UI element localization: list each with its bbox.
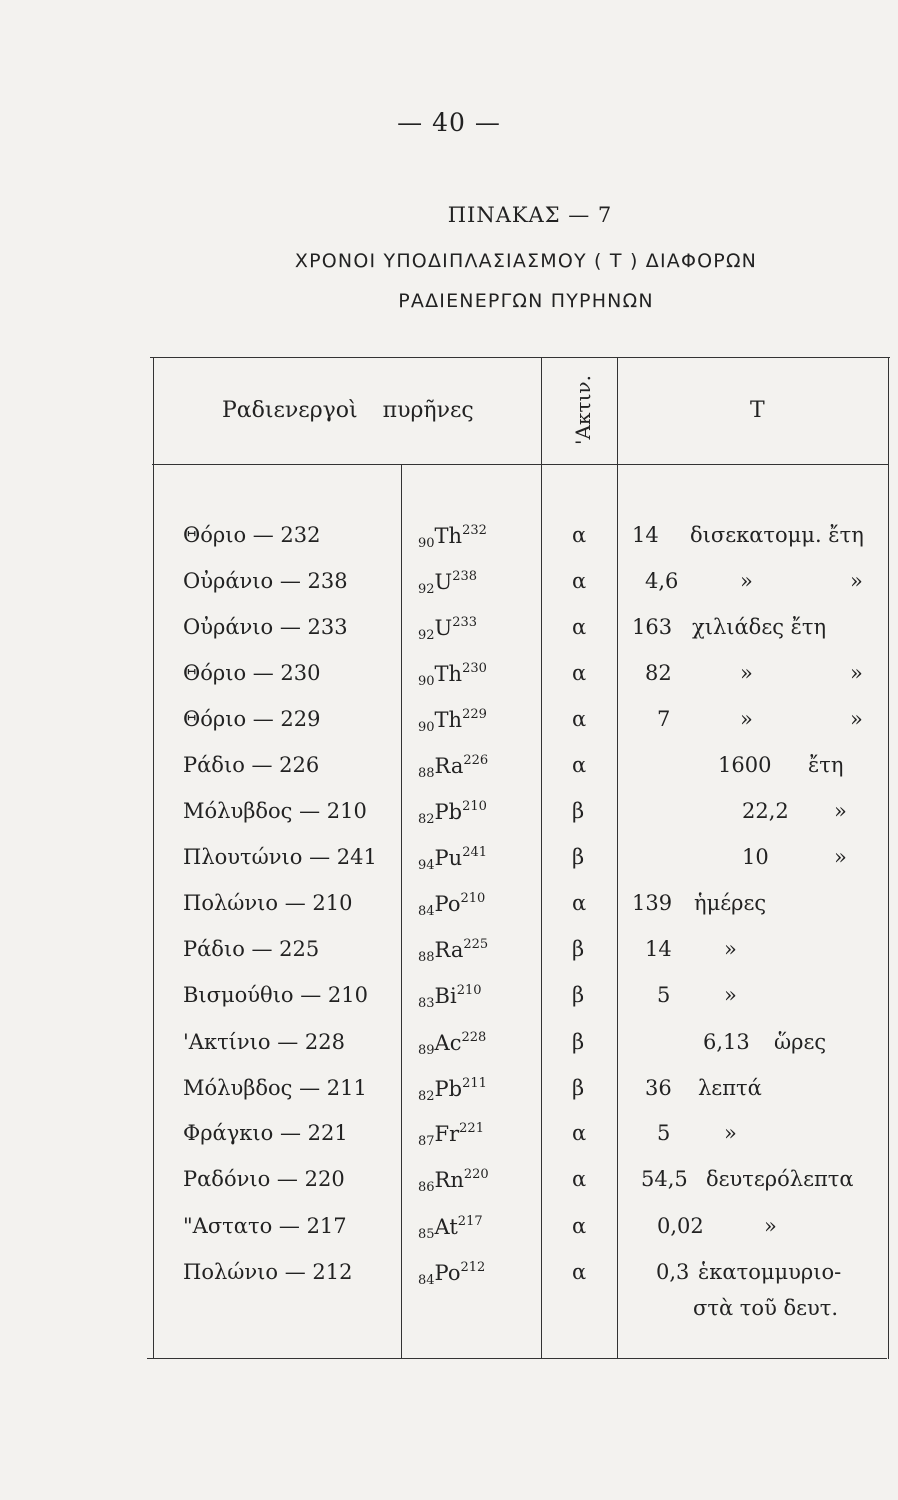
element-symbol: Th — [434, 662, 463, 686]
table-row — [0, 845, 898, 885]
atomic-number: 88 — [418, 950, 435, 965]
atomic-number: 88 — [418, 766, 435, 781]
mass-number: 221 — [459, 1121, 484, 1136]
atomic-number: 82 — [418, 812, 435, 827]
header-nuclei: Ραδιενεργοὶ πυρῆνες — [222, 398, 474, 423]
half-life-value: 14 — [632, 523, 659, 547]
mass-number: 228 — [461, 1030, 487, 1045]
mass-number: 210 — [456, 983, 482, 998]
atomic-number: 90 — [418, 720, 435, 735]
half-life-value: 4,6 — [645, 569, 679, 593]
half-life-ditto: » — [850, 661, 863, 685]
element-symbol: At — [434, 1215, 458, 1239]
half-life-value: 0,02 — [657, 1214, 704, 1238]
table-row — [0, 937, 898, 977]
mass-number: 226 — [463, 753, 489, 768]
nuclide-symbol — [418, 1260, 485, 1288]
mass-number: 217 — [457, 1214, 483, 1229]
decay-type: β — [572, 937, 585, 961]
mass-number: 232 — [462, 523, 487, 538]
atomic-number: 83 — [418, 996, 435, 1011]
decay-type: α — [572, 1167, 587, 1191]
table-row — [0, 707, 898, 747]
nuclide-symbol — [418, 937, 488, 965]
table-caption-line2: ΡΑΔΙΕΝΕΡΓΩΝ ΠΥΡΗΝΩΝ — [398, 290, 654, 312]
half-life-unit: » — [834, 845, 847, 869]
half-life-unit: » — [740, 661, 753, 685]
nuclide-symbol — [418, 707, 487, 735]
header-radiation: 'Ακτιν. — [571, 375, 595, 445]
half-life-value: 0,3 — [656, 1260, 690, 1284]
nucleus-name: Πλουτώνιο — 241 — [183, 845, 377, 869]
half-life-value: 163 — [632, 615, 673, 639]
half-life-value: 6,13 — [703, 1030, 750, 1054]
nucleus-name: Οὐράνιο — 233 — [183, 615, 348, 639]
nucleus-name: Ράδιο — 226 — [183, 753, 320, 777]
nuclide-symbol — [418, 753, 488, 781]
element-symbol: Pu — [434, 846, 463, 870]
element-symbol: Ra — [434, 938, 464, 962]
nucleus-name: Μόλυβδος — 210 — [183, 799, 367, 823]
nuclide-symbol — [418, 523, 487, 551]
nuclide-symbol — [418, 661, 487, 689]
atomic-number: 86 — [418, 1180, 435, 1195]
nuclide-symbol — [418, 569, 477, 597]
table-header-divider — [152, 464, 888, 465]
table-row — [0, 1214, 898, 1254]
half-life-unit: » — [740, 569, 753, 593]
half-life-value: 10 — [742, 845, 769, 869]
half-life-value: 5 — [657, 1121, 671, 1145]
half-life-unit: δευτερόλεπτα — [706, 1167, 854, 1191]
atomic-number: 92 — [418, 582, 435, 597]
nuclide-symbol — [418, 1030, 486, 1058]
decay-type: β — [572, 1030, 585, 1054]
half-life-unit: » — [724, 937, 737, 961]
atomic-number: 90 — [418, 674, 435, 689]
atomic-number: 92 — [418, 628, 435, 643]
header-half-life: Τ — [750, 398, 765, 423]
table-row — [0, 661, 898, 701]
nucleus-name: Θόριο — 230 — [183, 661, 321, 685]
nucleus-name: Ράδιο — 225 — [183, 937, 320, 961]
half-life-unit: λεπτά — [698, 1076, 762, 1100]
half-life-unit: » — [740, 707, 753, 731]
half-life-ditto: » — [850, 569, 863, 593]
half-life-unit: ἡμέρες — [694, 891, 767, 915]
decay-type: α — [572, 1260, 587, 1284]
half-life-unit: » — [834, 799, 847, 823]
element-symbol: U — [434, 570, 453, 594]
half-life-value: 22,2 — [742, 799, 789, 823]
page-number: — 40 — — [397, 108, 501, 137]
element-symbol: Po — [434, 1261, 461, 1285]
nucleus-name: Ραδόνιο — 220 — [183, 1167, 345, 1191]
table-row — [0, 1121, 898, 1161]
element-symbol: Rn — [434, 1168, 464, 1192]
nuclide-symbol — [418, 845, 487, 873]
half-life-unit: χιλιάδες ἔτη — [692, 615, 827, 639]
decay-type: α — [572, 1214, 587, 1238]
element-symbol: Pb — [434, 800, 463, 824]
half-life-value: 82 — [645, 661, 672, 685]
half-life-value: 7 — [657, 707, 671, 731]
half-life-unit: » — [724, 1121, 737, 1145]
half-life-value: 54,5 — [641, 1167, 688, 1191]
decay-type: α — [572, 1121, 587, 1145]
table-row — [0, 753, 898, 793]
atomic-number: 84 — [418, 904, 435, 919]
nuclide-symbol — [418, 1121, 484, 1149]
element-symbol: Th — [434, 708, 463, 732]
decay-type: β — [572, 983, 585, 1007]
table-row — [0, 569, 898, 609]
table-top-border — [150, 357, 890, 358]
mass-number: 233 — [452, 615, 478, 630]
table-label: ΠΙΝΑΚΑΣ — 7 — [447, 203, 613, 227]
nucleus-name: 'Ακτίνιο — 228 — [183, 1030, 345, 1054]
atomic-number: 85 — [418, 1227, 435, 1242]
table-row — [0, 1260, 898, 1320]
decay-type: α — [572, 891, 587, 915]
nuclide-symbol — [418, 615, 477, 643]
nucleus-name: Βισμούθιο — 210 — [183, 983, 369, 1007]
table-caption-line1: ΧΡΟΝΟΙ ΥΠΟΔΙΠΛΑΣΙΑΣΜΟΥ ( Τ ) ΔΙΑΦΟΡΩΝ — [294, 250, 758, 272]
table-row — [0, 891, 898, 931]
element-symbol: Pb — [434, 1077, 463, 1101]
half-life-value: 1600 — [718, 753, 772, 777]
decay-type: β — [572, 845, 585, 869]
half-life-ditto: » — [850, 707, 863, 731]
decay-type: α — [572, 707, 587, 731]
nuclide-symbol — [418, 1167, 489, 1195]
table-row — [0, 983, 898, 1023]
nucleus-name: Μόλυβδος — 211 — [183, 1076, 367, 1100]
nucleus-name: Φράγκιο — 221 — [183, 1121, 348, 1145]
element-symbol: Fr — [434, 1122, 460, 1146]
decay-type: α — [572, 569, 587, 593]
half-life-unit: δισεκατομμ. ἔτη — [690, 523, 864, 547]
half-life-value: 5 — [657, 983, 671, 1007]
atomic-number: 89 — [418, 1043, 435, 1058]
atomic-number: 82 — [418, 1089, 435, 1104]
nucleus-name: Οὐράνιο — 238 — [183, 569, 348, 593]
mass-number: 241 — [462, 845, 488, 860]
half-life-value: 139 — [632, 891, 673, 915]
half-life-unit: ἑκατομμυριο- — [698, 1260, 842, 1284]
half-life-value: 36 — [645, 1076, 672, 1100]
nucleus-name: Πολώνιο — 210 — [183, 891, 353, 915]
mass-number: 230 — [462, 661, 487, 676]
nuclide-symbol — [418, 891, 485, 919]
mass-number: 210 — [460, 891, 486, 906]
mass-number: 212 — [460, 1260, 486, 1275]
half-life-unit: » — [724, 983, 737, 1007]
mass-number: 220 — [463, 1167, 489, 1182]
element-symbol: U — [434, 616, 453, 640]
decay-type: α — [572, 661, 587, 685]
half-life-value: 14 — [645, 937, 672, 961]
atomic-number: 90 — [418, 536, 435, 551]
atomic-number: 94 — [418, 858, 435, 873]
atomic-number: 87 — [418, 1134, 435, 1149]
decay-type: β — [572, 1076, 585, 1100]
half-life-unit: ἔτη — [808, 753, 844, 777]
nucleus-name: Θόριο — 232 — [183, 523, 321, 547]
decay-type: β — [572, 799, 585, 823]
atomic-number: 84 — [418, 1273, 435, 1288]
mass-number: 211 — [462, 1076, 487, 1091]
decay-type: α — [572, 523, 587, 547]
decay-type: α — [572, 615, 587, 639]
half-life-unit: » — [764, 1214, 777, 1238]
table-row — [0, 523, 898, 563]
half-life-unit: ὥρες — [774, 1030, 827, 1054]
nucleus-name: "Αστατο — 217 — [183, 1214, 347, 1238]
element-symbol: Th — [434, 524, 463, 548]
nuclide-symbol — [418, 983, 482, 1011]
mass-number: 238 — [452, 569, 478, 584]
half-life-unit-continued: στὰ τοῦ δευτ. — [693, 1296, 839, 1320]
element-symbol: Ac — [434, 1031, 462, 1055]
mass-number: 210 — [462, 799, 487, 814]
table-row — [0, 799, 898, 839]
nuclide-symbol — [418, 1076, 487, 1104]
element-symbol: Po — [434, 892, 461, 916]
table-row — [0, 1167, 898, 1207]
nuclide-symbol — [418, 1214, 483, 1242]
decay-type: α — [572, 753, 587, 777]
nuclide-symbol — [418, 799, 487, 827]
mass-number: 229 — [462, 707, 487, 722]
table-bottom-border — [147, 1358, 887, 1359]
table-row — [0, 1030, 898, 1070]
nucleus-name: Πολώνιο — 212 — [183, 1260, 353, 1284]
table-row — [0, 615, 898, 655]
element-symbol: Bi — [434, 984, 457, 1008]
table-row — [0, 1076, 898, 1116]
element-symbol: Ra — [434, 754, 464, 778]
mass-number: 225 — [463, 937, 489, 952]
nucleus-name: Θόριο — 229 — [183, 707, 321, 731]
